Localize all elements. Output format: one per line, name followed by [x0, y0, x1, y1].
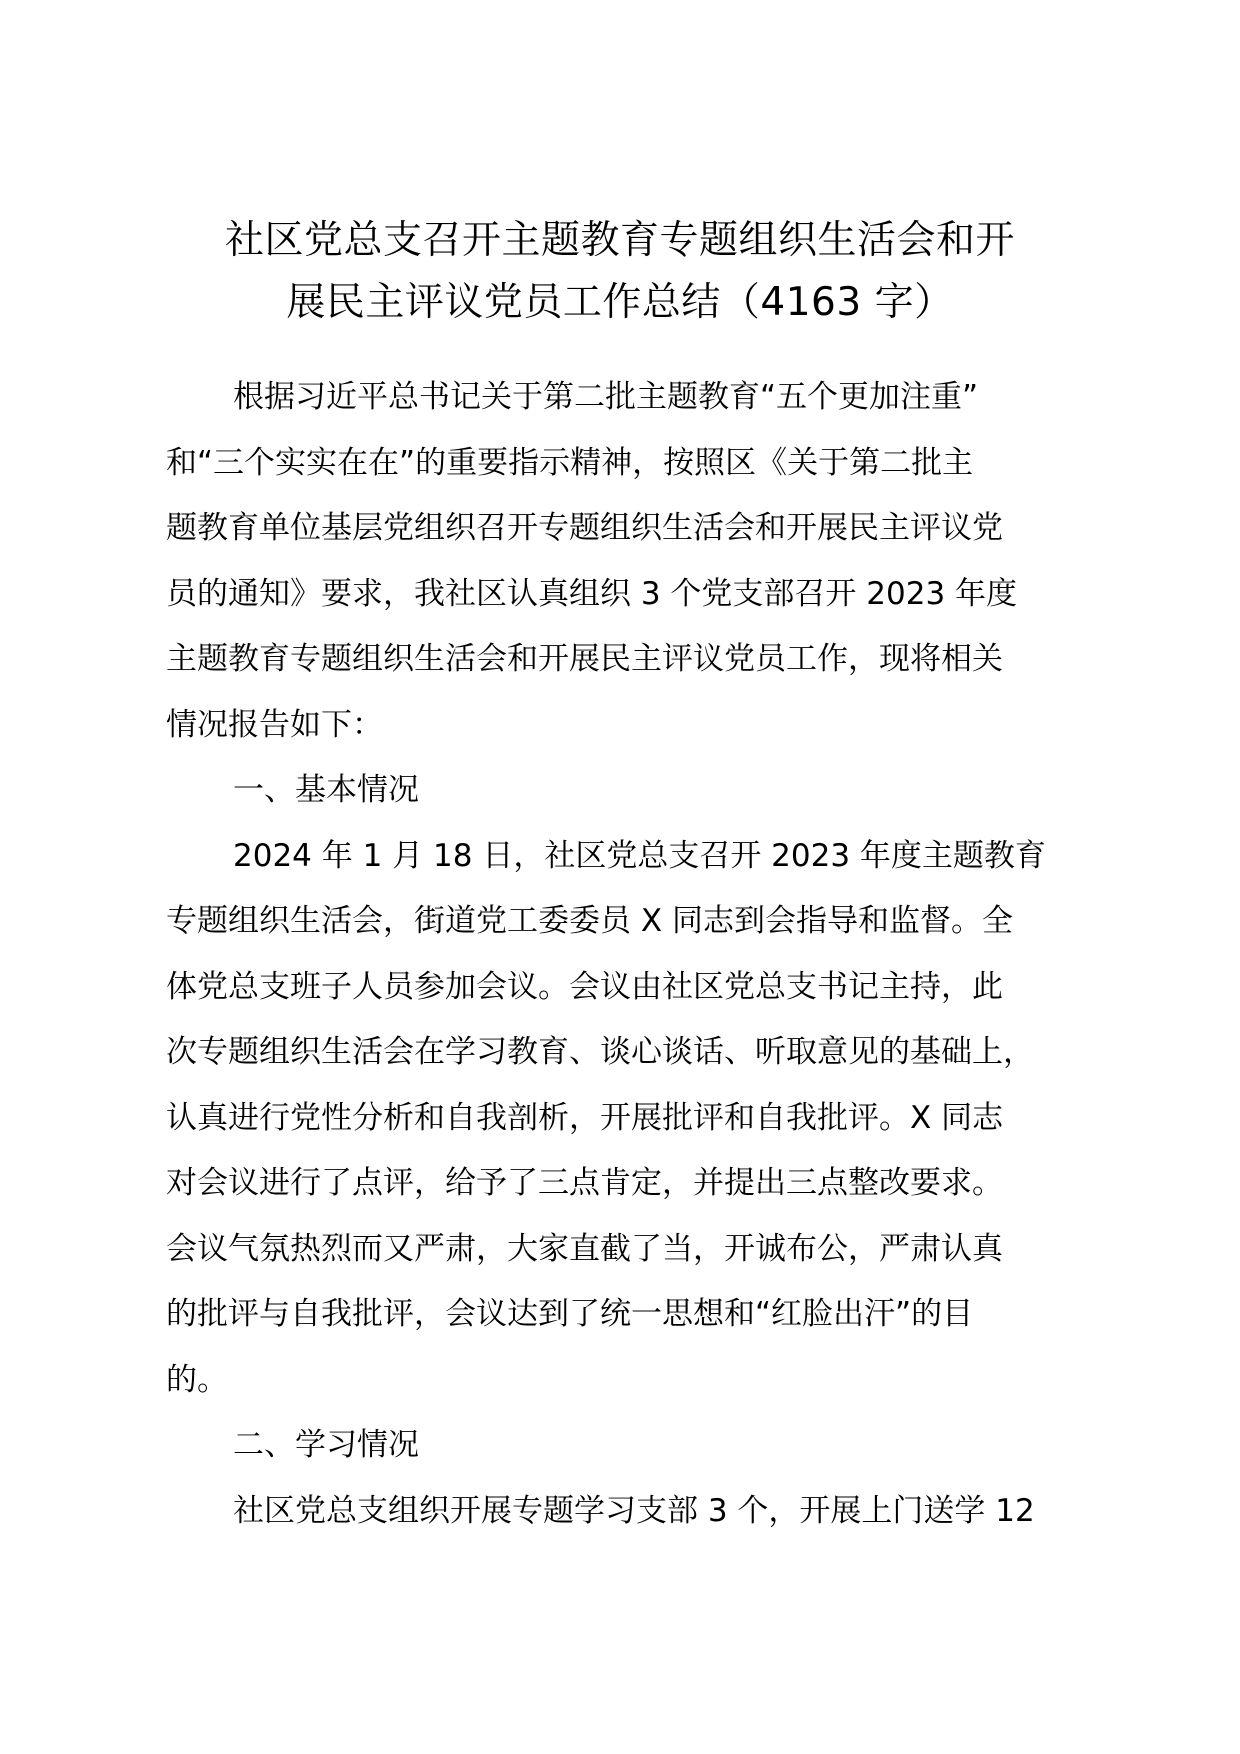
section-heading-study: 二、学习情况 [233, 1427, 419, 1463]
section1-line: 次专题组织生活会在学习教育、谈心谈话、听取意见的基础上， [166, 1034, 1034, 1070]
intro-line: 主题教育专题组织生活会和开展民主评议党员工作，现将相关 [166, 641, 1003, 677]
document-body [166, 365, 1086, 1544]
section1-line: 会议气氛热烈而又严肃，大家直截了当，开诚布公，严肃认真 [166, 1230, 1003, 1267]
title-line-1: 社区党总支召开主题教育专题组织生活会和开 [224, 218, 1015, 263]
section1-paragraph [166, 824, 1086, 1414]
section1-line: 体党总支班子人员参加会议。会议由社区党总支书记主持，此 [166, 968, 1003, 1005]
title-line-2: 展民主评议党员工作总结（4163 字） [286, 280, 954, 325]
section1-line: 对会议进行了点评，给予了三点肯定，并提出三点整改要求。 [166, 1165, 1003, 1201]
intro-line: 根据习近平总书记关于第二批主题教育“五个更加注重” [233, 379, 979, 415]
intro-paragraph [166, 365, 1086, 758]
section1-line: 认真进行党性分析和自我剖析，开展批评和自我批评。X 同志 [166, 1099, 1004, 1136]
section2-line: 社区党总支组织开展专题学习支部 3 个，开展上门送学 12 [233, 1492, 1035, 1529]
document-title [150, 210, 1090, 334]
intro-line: 员的通知》要求，我社区认真组织 3 个党支部召开 2023 年度 [166, 575, 1018, 612]
section1-line: 的。 [166, 1361, 228, 1398]
intro-line: 和“三个实实在在”的重要指示精神，按照区《关于第二批主 [166, 444, 974, 481]
section2-paragraph [166, 1479, 1086, 1545]
section1-line: 的批评与自我批评，会议达到了统一思想和“红脸出汗”的目 [166, 1296, 974, 1332]
section-heading-basic: 一、基本情况 [233, 772, 419, 808]
intro-line: 情况报告如下： [166, 706, 383, 743]
intro-line: 题教育单位基层党组织召开专题组织生活会和开展民主评议党 [166, 510, 1003, 546]
section1-line: 2024 年 1 月 18 日，社区党总支召开 2023 年度主题教育 [233, 837, 1046, 874]
section1-line: 专题组织生活会，街道党工委委员 X 同志到会指导和监督。全 [166, 903, 1013, 939]
